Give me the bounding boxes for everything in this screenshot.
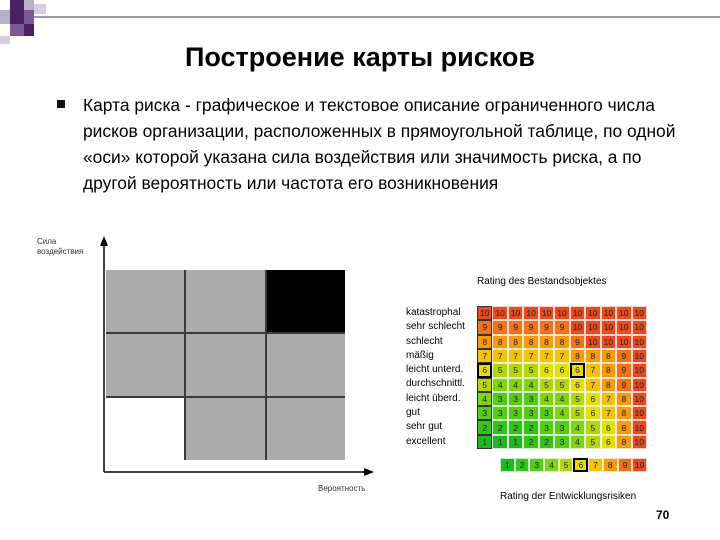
rating-axis-cell: 9 — [477, 320, 492, 334]
rating-grid — [477, 306, 647, 449]
rating-cell: 1 — [492, 435, 507, 449]
rating-cell: 10 — [632, 406, 647, 420]
rating-cell: 4 — [492, 378, 507, 392]
rating-cell: 2 — [492, 420, 507, 434]
y-axis-label-line: Сила — [37, 237, 57, 246]
rating-cell: 10 — [585, 335, 600, 349]
rating-cell: 10 — [632, 320, 647, 334]
risk-matrix-grid — [106, 270, 345, 460]
rating-cell: 4 — [570, 435, 585, 449]
rating-cell: 10 — [632, 363, 647, 377]
rating-scale-cell: 6 — [573, 458, 588, 472]
matrix-cell — [267, 398, 345, 460]
rating-cell: 10 — [570, 306, 585, 320]
rating-axis-cell: 4 — [477, 392, 492, 406]
rating-cell: 7 — [508, 349, 523, 363]
rating-axis-cell: 8 — [477, 335, 492, 349]
rating-cell: 5 — [585, 435, 600, 449]
matrix-cell — [106, 270, 184, 332]
rating-cell: 3 — [492, 392, 507, 406]
rating-row-label: schlecht — [406, 335, 443, 347]
rating-cell: 7 — [585, 363, 600, 377]
bullet-text: Карта риска - графическое и текстовое описание ограниченного числа рисков организации, расположенных в прямоугольной таблице, по одной «оси» которой указана сила воздействия или значимость риска, а по другой вероятность или частота его возникновения — [83, 95, 676, 193]
matrix-cell — [267, 334, 345, 396]
rating-cell: 10 — [632, 306, 647, 320]
rating-axis-cell: 10 — [477, 306, 492, 320]
rating-cell: 10 — [632, 335, 647, 349]
rating-row-label: gut — [406, 407, 420, 419]
rating-scale-cell: 5 — [559, 458, 574, 472]
rating-cell: 8 — [601, 378, 616, 392]
rating-x-label: Rating der Entwicklungsrisiken — [500, 491, 637, 502]
rating-cell: 8 — [492, 335, 507, 349]
rating-cell: 4 — [554, 406, 569, 420]
rating-cell: 9 — [523, 320, 538, 334]
rating-cell: 3 — [492, 406, 507, 420]
rating-cell: 3 — [539, 420, 554, 434]
rating-scale-cell: 10 — [632, 458, 647, 472]
rating-cell: 1 — [508, 435, 523, 449]
rating-cell: 7 — [492, 349, 507, 363]
x-axis-arrow — [364, 468, 374, 476]
rating-cell: 7 — [585, 378, 600, 392]
rating-cell: 4 — [508, 378, 523, 392]
rating-cell: 8 — [616, 420, 631, 434]
rating-cell: 3 — [523, 406, 538, 420]
rating-cell: 3 — [508, 392, 523, 406]
rating-cell: 10 — [585, 320, 600, 334]
rating-cell: 6 — [585, 406, 600, 420]
rating-cell: 5 — [570, 406, 585, 420]
rating-row-label: excellent — [406, 435, 446, 447]
rating-cell: 4 — [523, 378, 538, 392]
rating-cell: 10 — [632, 392, 647, 406]
rating-cell: 10 — [570, 320, 585, 334]
rating-cell: 9 — [616, 349, 631, 363]
rating-scale-cell: 8 — [603, 458, 618, 472]
rating-cell: 3 — [523, 392, 538, 406]
rating-cell: 6 — [539, 363, 554, 377]
matrix-cell — [186, 334, 264, 396]
rating-cell: 10 — [632, 435, 647, 449]
rating-cell: 10 — [585, 306, 600, 320]
rating-scale-cell: 4 — [544, 458, 559, 472]
slide-title: Построение карты рисков — [184, 42, 535, 72]
rating-cell: 10 — [616, 306, 631, 320]
rating-cell: 8 — [539, 335, 554, 349]
rating-cell: 5 — [570, 392, 585, 406]
rating-row-label: leicht überd. — [406, 392, 461, 404]
rating-row-label: sehr gut — [406, 421, 443, 433]
rating-cell: 6 — [570, 363, 585, 377]
rating-cell: 8 — [616, 392, 631, 406]
rating-cell: 9 — [539, 320, 554, 334]
rating-scale-cell: 3 — [529, 458, 544, 472]
rating-cell: 9 — [492, 320, 507, 334]
rating-cell: 7 — [554, 349, 569, 363]
rating-cell: 7 — [539, 349, 554, 363]
rating-axis-cell: 5 — [477, 378, 492, 392]
rating-cell: 10 — [492, 306, 507, 320]
rating-cell: 3 — [539, 406, 554, 420]
rating-row-labels — [406, 306, 465, 449]
rating-cell: 10 — [632, 378, 647, 392]
y-axis-arrow — [100, 236, 108, 246]
rating-cell: 9 — [554, 320, 569, 334]
rating-cell: 2 — [523, 435, 538, 449]
rating-cell: 10 — [616, 320, 631, 334]
rating-cell: 10 — [523, 306, 538, 320]
page-number: 70 — [656, 508, 670, 522]
rating-cell: 4 — [539, 392, 554, 406]
rating-cell: 8 — [523, 335, 538, 349]
rating-row-label: sehr schlecht — [406, 321, 465, 333]
rating-cell: 6 — [554, 363, 569, 377]
rating-cell: 3 — [554, 420, 569, 434]
rating-bottom-scale — [500, 458, 647, 472]
rating-cell: 5 — [539, 378, 554, 392]
rating-cell: 2 — [523, 420, 538, 434]
rating-cell: 2 — [508, 420, 523, 434]
rating-cell: 4 — [554, 392, 569, 406]
rating-cell: 10 — [632, 420, 647, 434]
x-axis-label: Вероятность — [318, 484, 366, 493]
rating-cell: 9 — [570, 335, 585, 349]
rating-cell: 3 — [508, 406, 523, 420]
rating-scale-cell: 1 — [500, 458, 515, 472]
rating-axis-cell: 1 — [477, 435, 492, 449]
rating-cell: 5 — [585, 420, 600, 434]
rating-cell: 8 — [616, 406, 631, 420]
rating-cell: 6 — [601, 420, 616, 434]
rating-cell: 3 — [554, 435, 569, 449]
rating-cell: 10 — [601, 320, 616, 334]
rating-axis-cell: 6 — [477, 363, 492, 377]
rating-row-label: leicht unterd. — [406, 364, 464, 376]
rating-cell: 8 — [601, 349, 616, 363]
matrix-cell — [106, 334, 184, 396]
rating-cell: 9 — [508, 320, 523, 334]
rating-axis-cell: 3 — [477, 406, 492, 420]
rating-axis-cell: 2 — [477, 420, 492, 434]
rating-cell: 6 — [585, 392, 600, 406]
rating-cell: 6 — [601, 435, 616, 449]
rating-scale-cell: 2 — [515, 458, 530, 472]
matrix-cell — [106, 398, 184, 460]
rating-cell: 8 — [508, 335, 523, 349]
rating-cell: 6 — [570, 378, 585, 392]
rating-scale-cell: 7 — [588, 458, 603, 472]
rating-cell: 2 — [539, 435, 554, 449]
rating-row-label: durchschnittl. — [406, 378, 465, 390]
y-axis-label-line: воздействия — [37, 247, 84, 256]
rating-cell: 10 — [632, 349, 647, 363]
rating-cell: 5 — [492, 363, 507, 377]
rating-cell: 5 — [508, 363, 523, 377]
y-axis-label — [37, 237, 83, 257]
matrix-cell — [186, 270, 264, 332]
rating-row-label: mäßig — [406, 349, 434, 361]
rating-cell: 8 — [616, 435, 631, 449]
rating-cell: 8 — [554, 335, 569, 349]
rating-cell: 8 — [570, 349, 585, 363]
rating-cell: 10 — [539, 306, 554, 320]
rating-cell: 5 — [523, 363, 538, 377]
matrix-cell — [186, 398, 264, 460]
rating-cell: 7 — [601, 392, 616, 406]
rating-cell: 4 — [570, 420, 585, 434]
rating-chart-title: Rating des Bestandsobjektes — [477, 276, 607, 287]
rating-cell: 10 — [554, 306, 569, 320]
rating-cell: 10 — [601, 335, 616, 349]
rating-row-label: katastrophal — [406, 307, 461, 318]
rating-cell: 7 — [601, 406, 616, 420]
rating-cell: 9 — [616, 378, 631, 392]
rating-cell: 10 — [616, 335, 631, 349]
matrix-cell — [267, 270, 345, 332]
rating-cell: 5 — [554, 378, 569, 392]
rating-cell: 9 — [616, 363, 631, 377]
rating-cell: 8 — [601, 363, 616, 377]
rating-scale-cell: 9 — [618, 458, 633, 472]
rating-axis-cell: 7 — [477, 349, 492, 363]
rating-cell: 10 — [508, 306, 523, 320]
rating-cell: 10 — [601, 306, 616, 320]
rating-cell: 8 — [585, 349, 600, 363]
rating-cell: 7 — [523, 349, 538, 363]
